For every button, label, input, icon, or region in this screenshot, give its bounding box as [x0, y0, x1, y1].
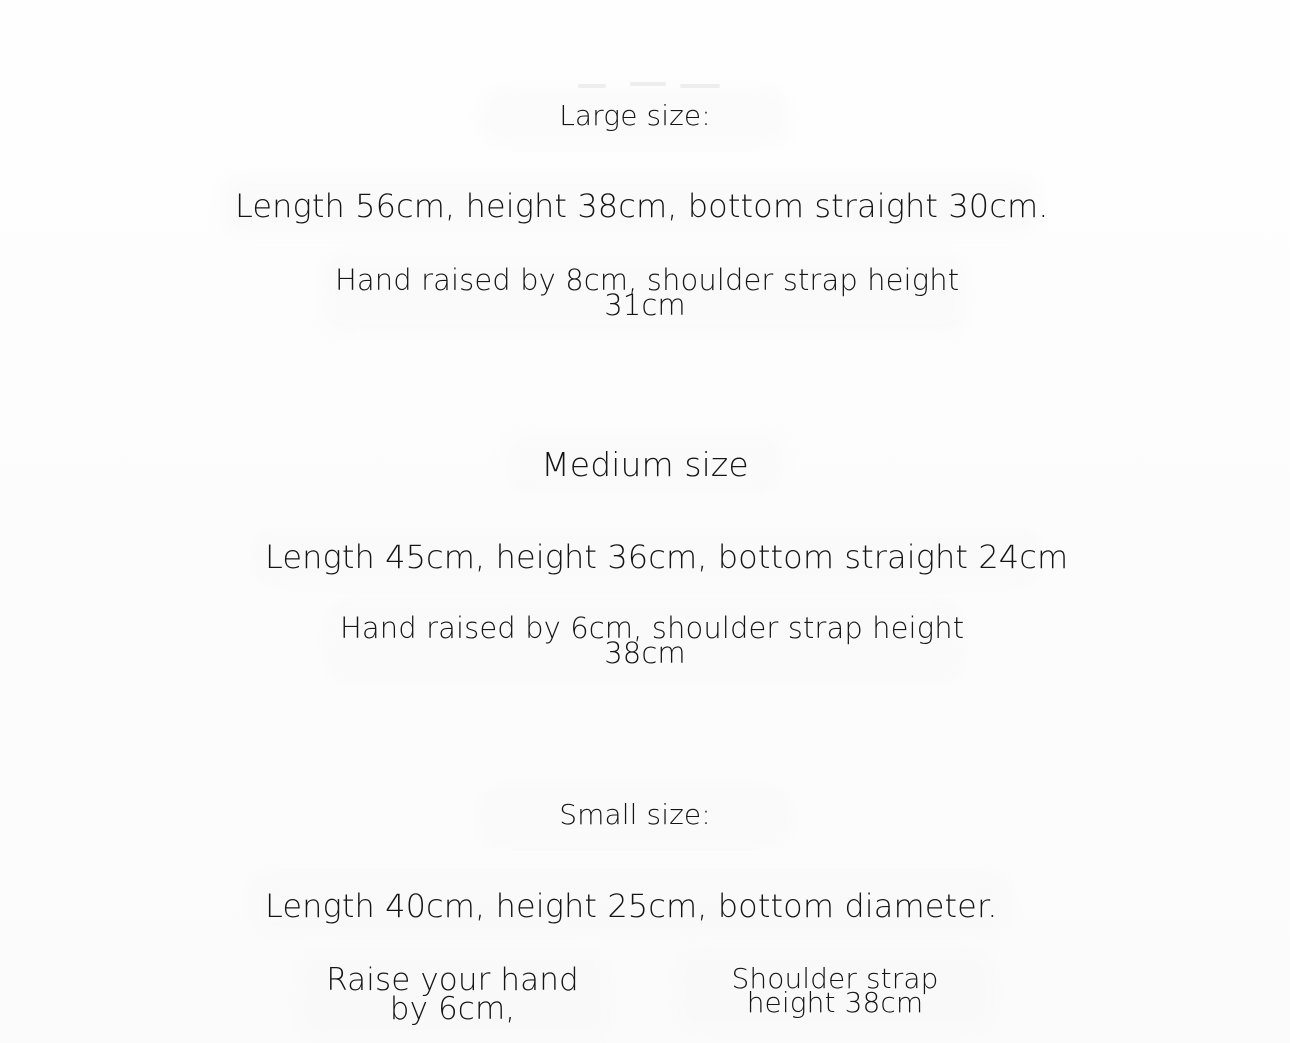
small-size-strap-line2: height 38cm — [746, 986, 924, 1019]
small-size-hand-line2: by 6cm, — [389, 991, 516, 1027]
large-size-dimensions-text: Length 56cm, height 38cm, bottom straight 30cm. — [235, 187, 1049, 225]
large-size-detail — [335, 263, 960, 322]
medium-size-detail-line2: 38cm — [604, 636, 686, 670]
faint-mark — [630, 82, 666, 86]
small-size-heading — [495, 798, 775, 831]
faint-mark — [578, 84, 606, 88]
large-size-detail-line1: Hand raised by 8cm, shoulder strap height — [335, 263, 960, 297]
medium-size-detail-line1: Hand raised by 6cm, shoulder strap height — [340, 611, 965, 645]
small-size-dimensions — [265, 887, 998, 925]
large-size-dimensions — [235, 187, 1049, 225]
small-size-strap-line1: Shoulder strap — [731, 962, 939, 995]
medium-size-dimensions — [265, 538, 1069, 576]
small-size-dimensions-text: Length 40cm, height 25cm, bottom diameter. — [265, 887, 998, 925]
large-size-heading — [495, 99, 775, 132]
large-size-detail-line2: 31cm — [604, 288, 686, 322]
small-size-hand-line1: Raise your hand — [326, 962, 579, 998]
large-size-heading-text: Large size: — [559, 99, 711, 132]
small-size-strap-height — [690, 962, 980, 1019]
faint-mark — [680, 84, 720, 88]
medium-size-heading-text: Medium size — [541, 445, 749, 484]
small-size-hand-raise — [310, 962, 595, 1027]
medium-size-heading — [520, 445, 770, 484]
medium-size-dimensions-text: Length 45cm, height 36cm, bottom straight 24cm — [265, 538, 1069, 576]
medium-size-detail — [340, 611, 965, 670]
small-size-heading-text: Small size: — [559, 798, 711, 831]
